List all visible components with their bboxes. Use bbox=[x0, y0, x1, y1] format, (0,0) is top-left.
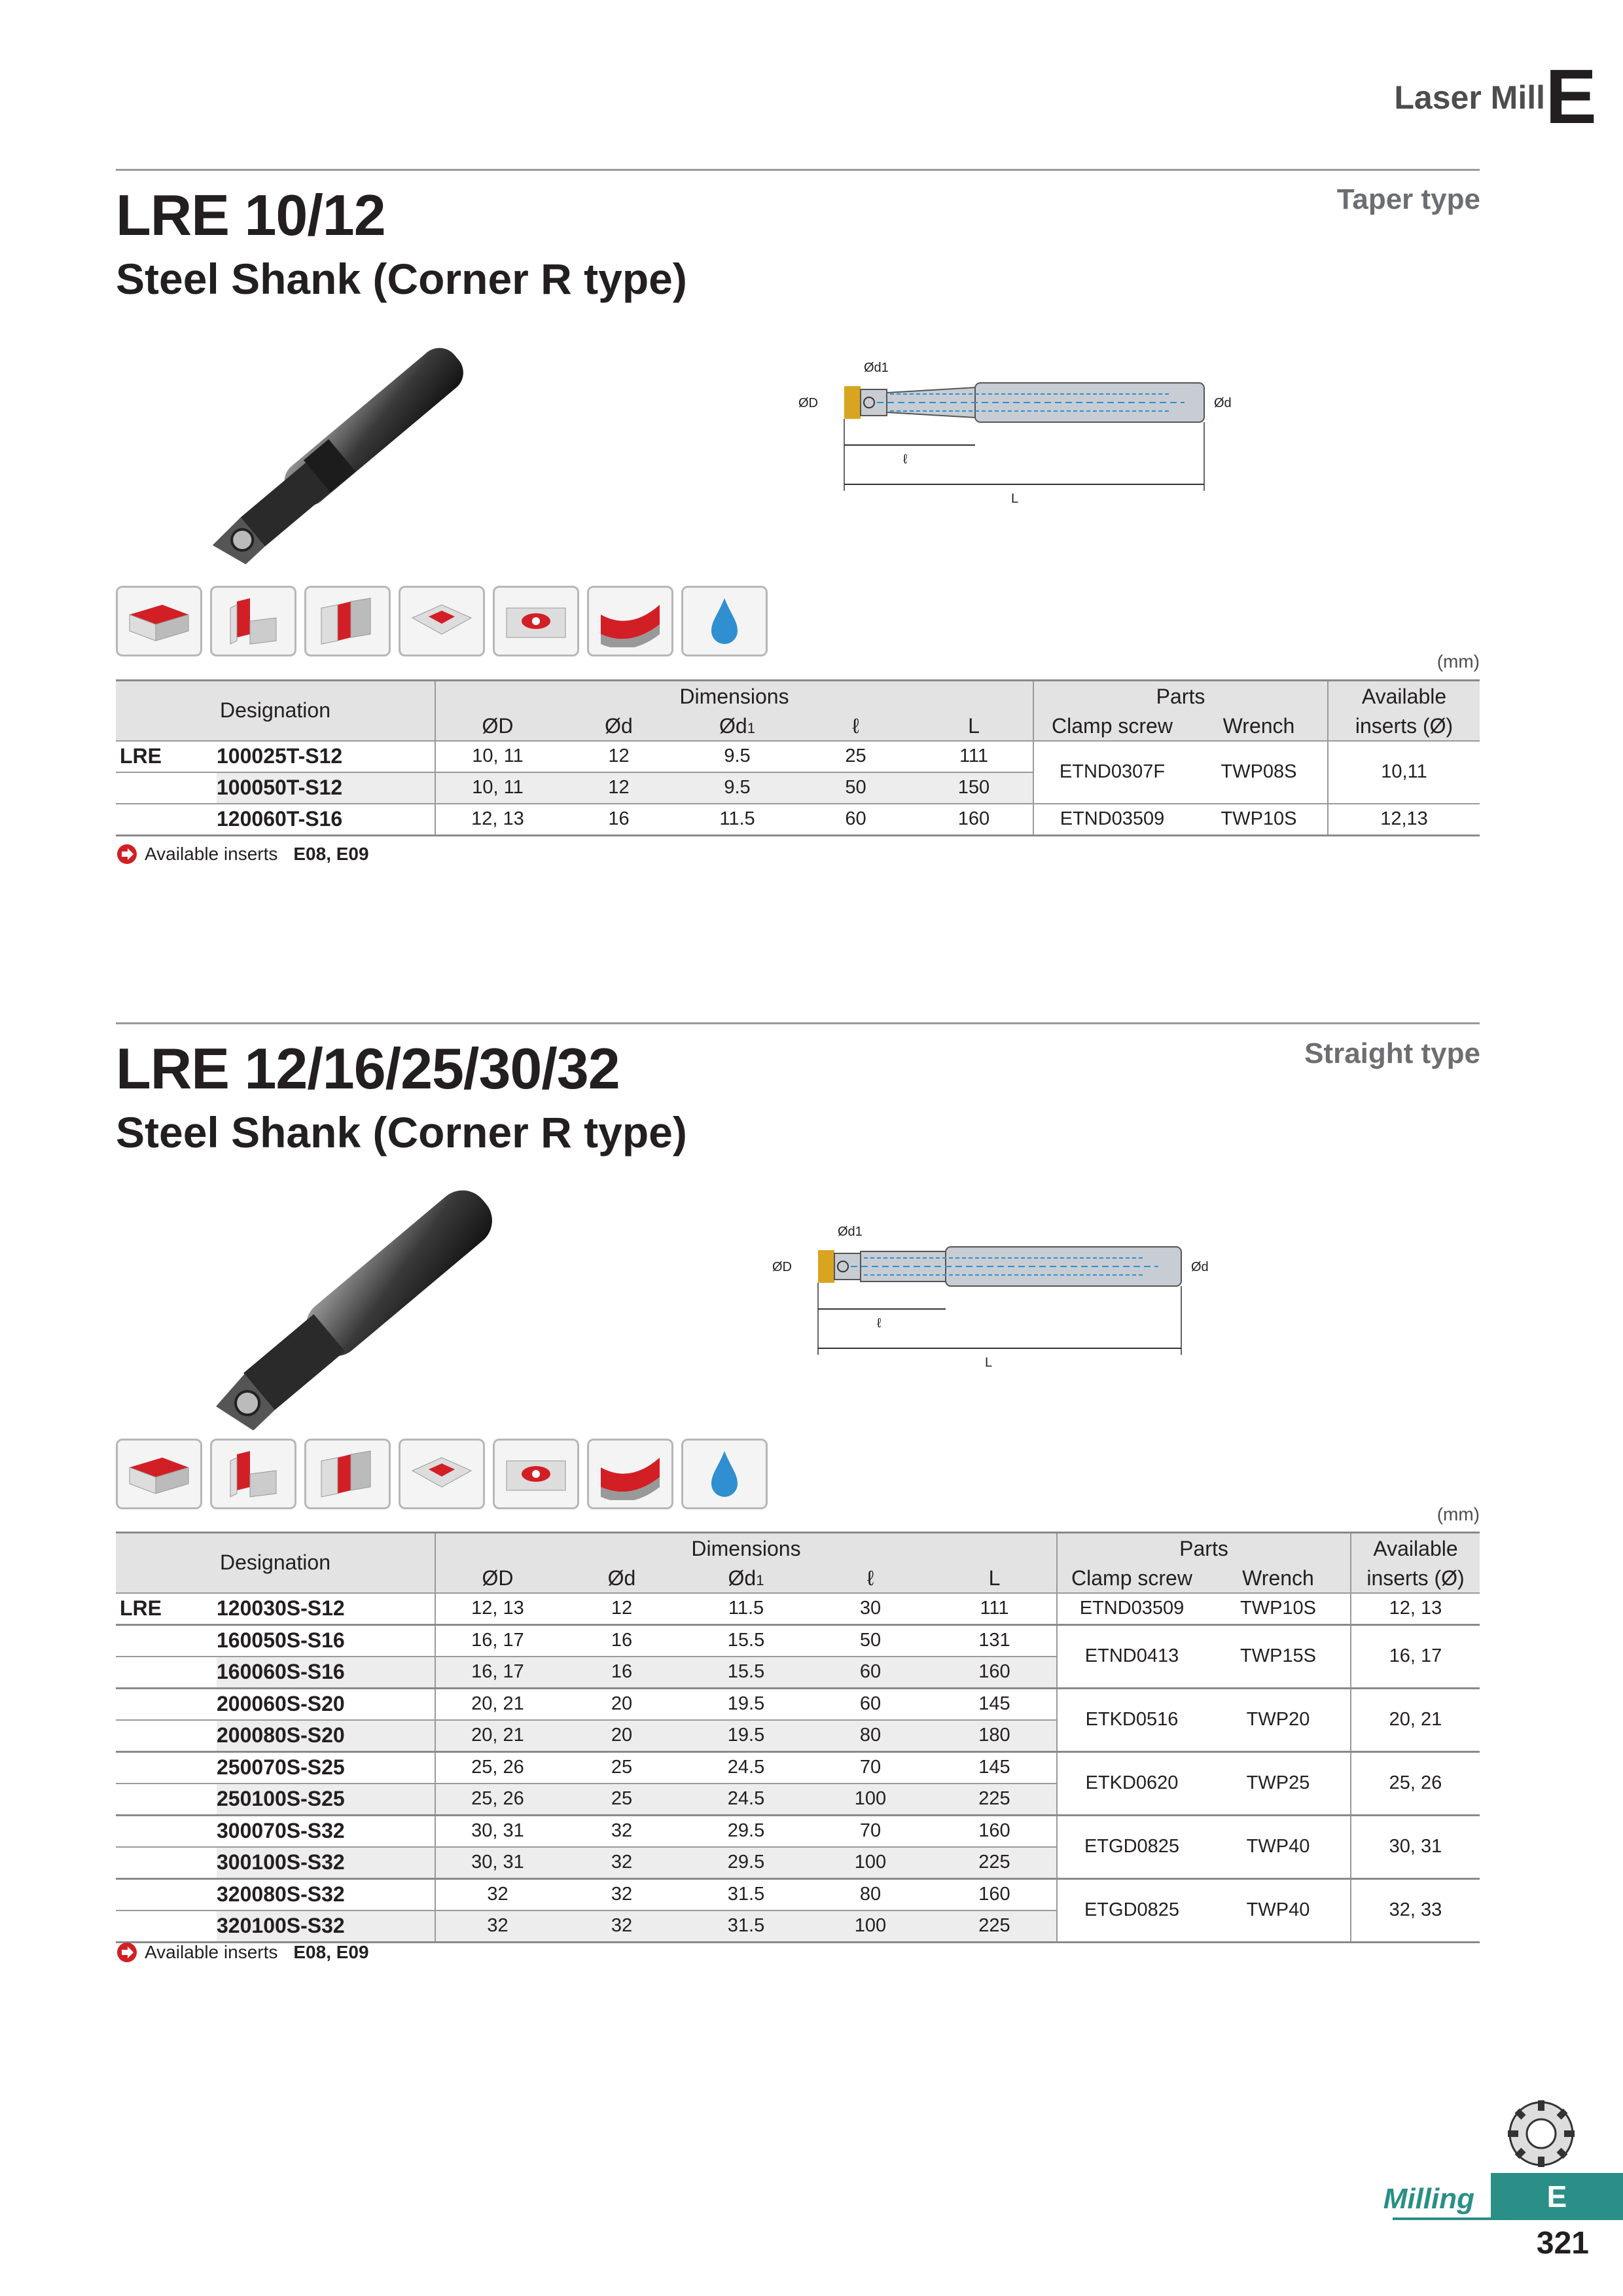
header-L: L bbox=[915, 712, 1033, 741]
face-milling-icon bbox=[116, 1439, 202, 1509]
dimension-diagram-taper bbox=[792, 353, 1250, 517]
table-row: 160050S-S16 16, 17 16 15.5 50 131 ETND0413 TWP15S 16, 17 bbox=[116, 1624, 1480, 1657]
coolant-icon bbox=[681, 1439, 768, 1509]
header-d: Ød bbox=[560, 1564, 684, 1593]
header-inserts: inserts (Ø) bbox=[1351, 1564, 1480, 1593]
face-milling-icon bbox=[116, 586, 202, 656]
slotting-icon bbox=[304, 586, 391, 656]
available-inserts-note[interactable]: Available inserts E08, E09 bbox=[116, 843, 369, 865]
header-d: Ød bbox=[560, 712, 678, 741]
table-row: 160060S-S16 16, 17 16 15.5 60 160 bbox=[116, 1657, 1480, 1689]
header-l: ℓ bbox=[808, 1564, 933, 1593]
header-available: Available bbox=[1351, 1533, 1480, 1564]
table-row: 200060S-S20 20, 21 20 19.5 60 145 ETKD0516 TWP20 20, 21 bbox=[116, 1688, 1480, 1720]
header-inserts: inserts (Ø) bbox=[1328, 712, 1480, 741]
header-dimensions: Dimensions bbox=[435, 1533, 1057, 1564]
table-row: 300100S-S32 30, 31 32 29.5 100 225 bbox=[116, 1847, 1480, 1879]
table-row: 250100S-S25 25, 26 25 24.5 100 225 bbox=[116, 1784, 1480, 1816]
header-available: Available bbox=[1328, 681, 1480, 712]
section2-title: LRE 12/16/25/30/32 bbox=[116, 1036, 620, 1101]
table-row: 120060T-S16 12, 13 16 11.5 60 160 ETND03509 TWP10S 12,13 bbox=[116, 804, 1480, 836]
section1-title: LRE 10/12 bbox=[116, 183, 385, 247]
table-row: LRE 120030S-S12 12, 13 12 11.5 30 111 ETND03509 TWP10S 12, 13 bbox=[116, 1593, 1480, 1625]
table-row: 320080S-S32 32 32 31.5 80 160 ETGD0825 TWP40 32, 33 bbox=[116, 1878, 1480, 1910]
helical-milling-icon bbox=[493, 1439, 579, 1509]
table-row: 320100S-S32 32 32 31.5 100 225 bbox=[116, 1910, 1480, 1943]
section1-type: Taper type bbox=[1336, 183, 1480, 215]
svg-text:ØD: ØD bbox=[798, 396, 818, 410]
dimension-diagram-straight bbox=[766, 1217, 1224, 1381]
application-icons bbox=[116, 1439, 768, 1509]
table-row: LRE 100025T-S12 10, 11 12 9.5 25 111 ETND0307F TWP08S 10,11 bbox=[116, 741, 1480, 772]
section-divider bbox=[116, 169, 1480, 171]
header-parts: Parts bbox=[1033, 681, 1328, 712]
chapter-letter: E bbox=[1545, 54, 1597, 140]
pocketing-icon bbox=[399, 586, 485, 656]
unit-label: (mm) bbox=[1436, 651, 1480, 672]
slotting-icon bbox=[304, 1439, 391, 1509]
section-divider bbox=[116, 1022, 1480, 1024]
profiling-icon bbox=[587, 1439, 673, 1509]
tool-photo-taper bbox=[196, 331, 510, 566]
arrow-circle-icon bbox=[116, 843, 138, 865]
table-row: 100050T-S12 10, 11 12 9.5 50 150 bbox=[116, 772, 1480, 804]
section2-type: Straight type bbox=[1304, 1037, 1480, 1069]
footer-divider bbox=[1393, 2217, 1491, 2220]
pocketing-icon bbox=[399, 1439, 485, 1509]
spec-table-taper bbox=[116, 679, 1480, 836]
unit-label: (mm) bbox=[1436, 1504, 1480, 1524]
header-clamp: Clamp screw bbox=[1057, 1564, 1206, 1593]
svg-text:Ød: Ød bbox=[1191, 1260, 1209, 1274]
svg-text:ℓ: ℓ bbox=[877, 1316, 882, 1331]
footer-section-tab[interactable]: E bbox=[1491, 2173, 1623, 2220]
coolant-icon bbox=[681, 586, 768, 656]
shoulder-milling-icon bbox=[210, 586, 296, 656]
svg-text:L: L bbox=[985, 1355, 993, 1370]
header-l: ℓ bbox=[796, 712, 915, 741]
header-wrench: Wrench bbox=[1206, 1564, 1351, 1593]
header-L: L bbox=[933, 1564, 1057, 1593]
svg-text:Ød: Ød bbox=[1214, 396, 1232, 410]
helical-milling-icon bbox=[493, 586, 579, 656]
header-D: ØD bbox=[435, 1564, 560, 1593]
header-d1: Ød1 bbox=[678, 712, 796, 741]
spec-table-straight bbox=[116, 1532, 1480, 1943]
application-icons bbox=[116, 586, 768, 656]
available-inserts-note[interactable]: Available inserts E08, E09 bbox=[116, 1941, 369, 1964]
section2-subtitle: Steel Shank (Corner R type) bbox=[116, 1108, 687, 1157]
chapter-title: Laser Mill bbox=[1394, 79, 1545, 116]
svg-text:ØD: ØD bbox=[772, 1260, 792, 1274]
shoulder-milling-icon bbox=[210, 1439, 296, 1509]
svg-text:L: L bbox=[1011, 492, 1019, 506]
header-D: ØD bbox=[435, 712, 560, 741]
header-parts: Parts bbox=[1057, 1533, 1351, 1564]
svg-text:Ød1: Ød1 bbox=[864, 361, 889, 375]
header-designation: Designation bbox=[116, 1533, 435, 1593]
header-designation: Designation bbox=[116, 681, 435, 741]
table-row: 250070S-S25 25, 26 25 24.5 70 145 ETKD0620 TWP25 25, 26 bbox=[116, 1751, 1480, 1784]
header-dimensions: Dimensions bbox=[435, 681, 1033, 712]
header-wrench: Wrench bbox=[1190, 712, 1328, 741]
svg-text:ℓ: ℓ bbox=[903, 452, 908, 467]
milling-cutter-icon bbox=[1505, 2098, 1577, 2170]
footer-section-label: Milling bbox=[1383, 2183, 1474, 2215]
section1-subtitle: Steel Shank (Corner R type) bbox=[116, 255, 687, 303]
profiling-icon bbox=[587, 586, 673, 656]
arrow-circle-icon bbox=[116, 1941, 138, 1964]
page-number: 321 bbox=[1536, 2226, 1589, 2261]
tool-photo-straight bbox=[196, 1181, 537, 1430]
table-row: 300070S-S32 30, 31 32 29.5 70 160 ETGD0825 TWP40 30, 31 bbox=[116, 1815, 1480, 1847]
header-clamp: Clamp screw bbox=[1033, 712, 1190, 741]
table-row: 200080S-S20 20, 21 20 19.5 80 180 bbox=[116, 1720, 1480, 1752]
header-d1: Ød1 bbox=[684, 1564, 808, 1593]
svg-text:Ød1: Ød1 bbox=[838, 1225, 863, 1239]
